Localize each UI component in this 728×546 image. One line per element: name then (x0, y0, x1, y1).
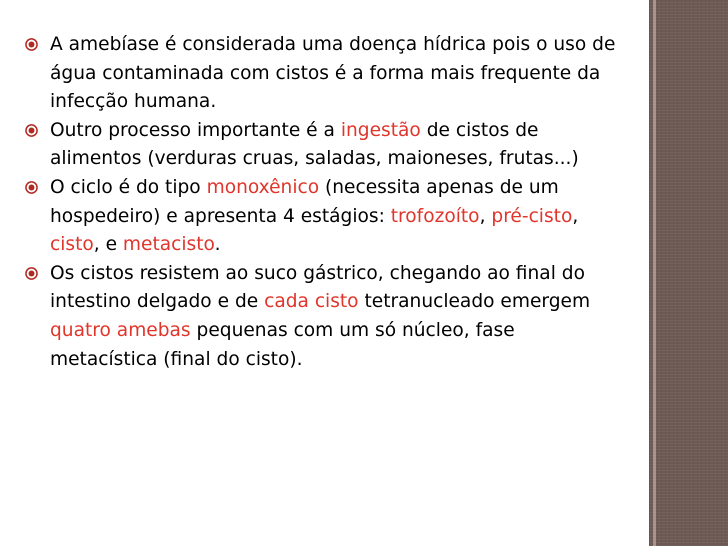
circle-bullet-icon (25, 38, 38, 51)
bullet-text: A amebíase é considerada uma doença hídrica pois o uso de água contaminada com cistos é a forma mais frequente da infecção humana. (50, 34, 616, 113)
bullet-list (22, 31, 622, 374)
decorative-side-panel (649, 0, 728, 546)
bullet-text: tetranucleado emergem (358, 291, 591, 313)
bullet-item-gastric (22, 260, 622, 374)
highlight-monoxenico: monoxênico (206, 176, 320, 198)
highlight-pre-cisto: pré-cisto (491, 205, 573, 227)
highlight-metacisto: metacisto (122, 234, 215, 256)
bullet-text: , e (93, 234, 123, 256)
highlight-cisto: cisto (50, 234, 94, 256)
bullet-text: O ciclo é do tipo (50, 176, 207, 198)
bullet-item-ingestion (22, 117, 622, 174)
highlight-quatro-amebas: quatro amebas (50, 319, 191, 341)
circle-bullet-icon (25, 124, 38, 137)
bullet-text: de cistos de alimentos (verduras cruas, saladas, maioneses, frutas...) (50, 119, 579, 170)
highlight-cada-cisto: cada cisto (264, 291, 359, 313)
side-panel-edge (653, 0, 656, 546)
highlight-trofozoito: trofozoíto (390, 205, 480, 227)
circle-bullet-icon (25, 267, 38, 280)
bullet-item-transmission (22, 31, 622, 117)
bullet-text: . (214, 234, 221, 256)
bullet-text: , (479, 205, 492, 227)
bullet-text: Outro processo importante é a (50, 119, 341, 141)
bullet-text: Os cistos resistem ao suco gástrico, chegando ao final do intestino delgado e de (50, 262, 585, 313)
bullet-text: (necessita apenas de um hospedeiro) e apresenta 4 estágios: (50, 176, 559, 227)
circle-bullet-icon (25, 181, 38, 194)
bullet-text: , (572, 205, 579, 227)
bullet-item-life-cycle (22, 174, 622, 260)
bullet-text: pequenas com um só núcleo, fase metacística (final do cisto). (50, 319, 515, 370)
highlight-ingestao: ingestão (340, 119, 421, 141)
